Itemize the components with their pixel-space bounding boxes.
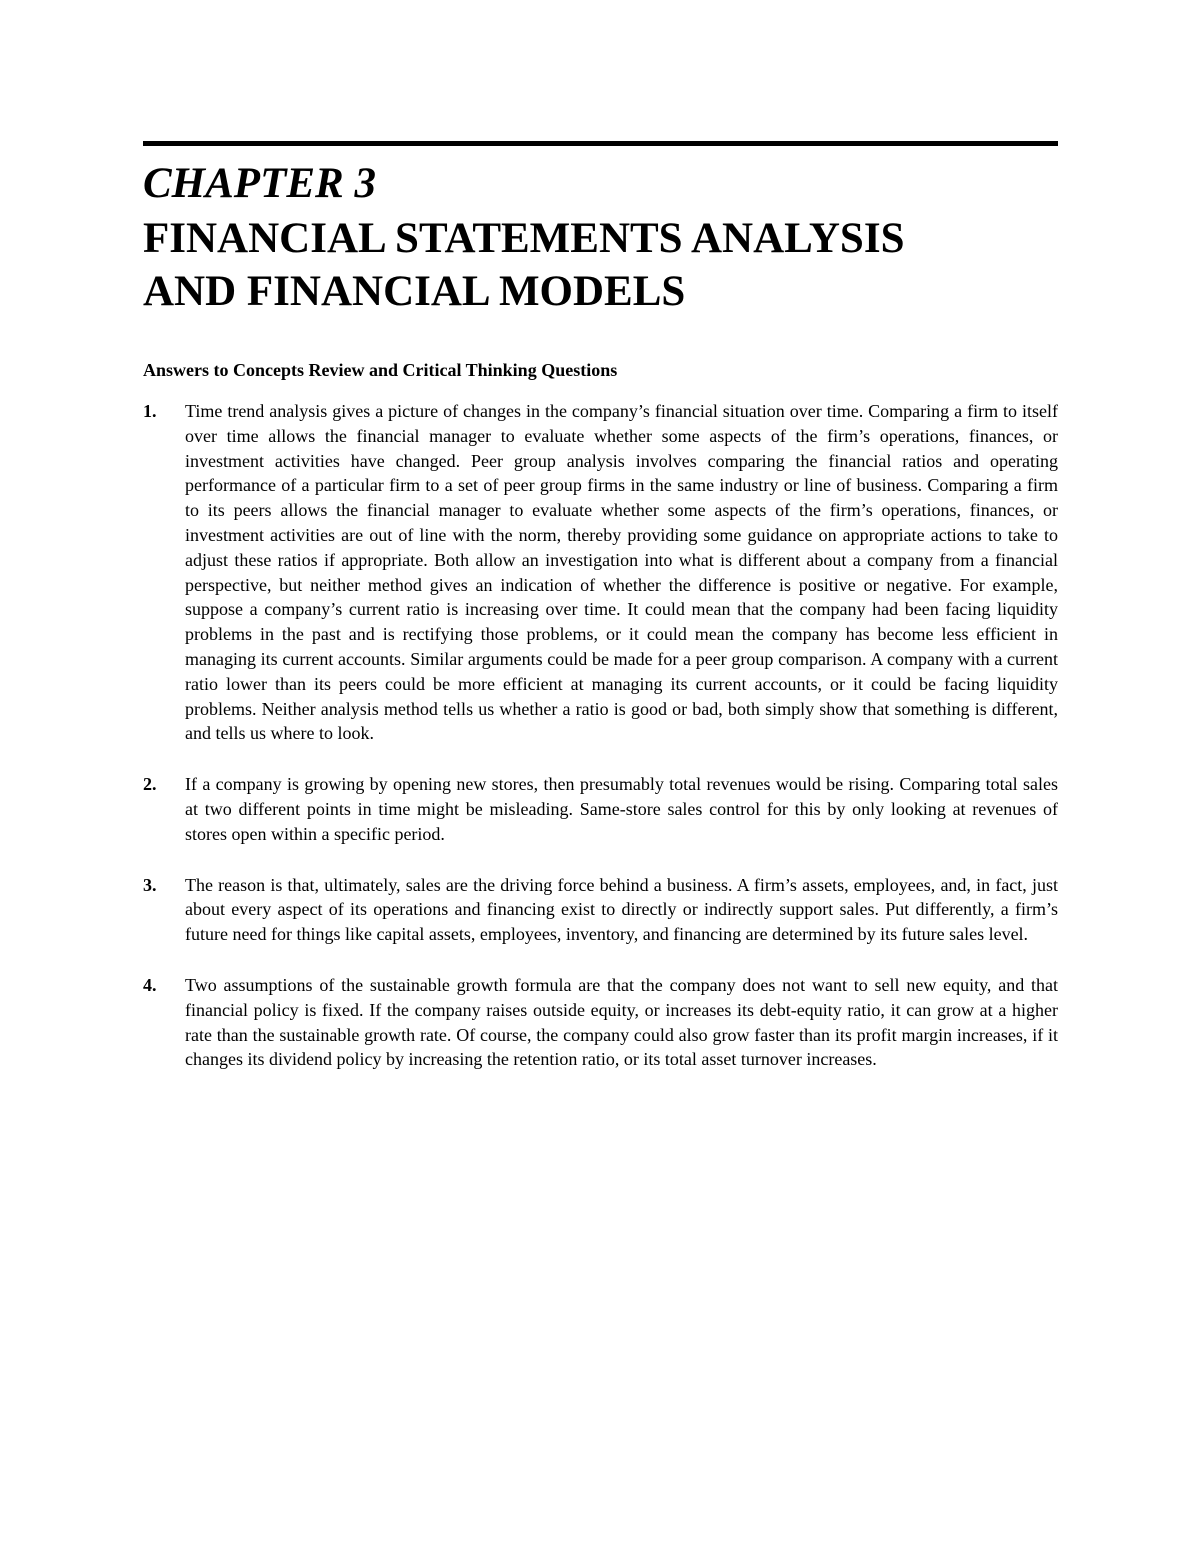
answer-number: 2. xyxy=(143,774,157,795)
answer-text: The reason is that, ultimately, sales are the driving force behind a business. A firm’s assets, employees, and, in fact, just about every aspect of its operations and financing exist to directly or indirectly support sales. Put differently, a firm’s future need for things like capital assets, employees, inventory, and financing are determined by its future sales level. xyxy=(185,874,1058,945)
answer-number: 3. xyxy=(143,874,157,895)
answer-number: 1. xyxy=(143,401,157,421)
answer-item xyxy=(143,973,1058,1072)
document-page xyxy=(143,141,1058,1098)
chapter-label: CHAPTER 3 xyxy=(143,160,376,207)
answer-item xyxy=(143,772,1058,846)
answer-text: Time trend analysis gives a picture of changes in the company’s financial situation over time. Comparing a firm to itself over time allows the financial manager to evaluate whether some aspects of the firm’s operations, finances, or investment activities have changed. Peer group analysis involves comparing the financial ratios and operating performance of a particular firm to a set of peer group firms in the same industry or line of business. Comparing a firm to its peers allows the financial manager to evaluate whether some aspects of the firm’s operations, finances, or investment activities are out of line with the norm, thereby providing some guidance on appropriate actions to take to adjust these ratios if appropriate. Both allow an investigation into what is different about a company from a financial perspective, but neither method gives an indication of whether the difference is positive or negative. For example, suppose a company’s current ratio is increasing over time. It could mean that the company had been facing liquidity problems in the past and is rectifying those problems, or it could mean the company has become less efficient in managing its current accounts. Similar arguments could be made for a peer group comparison. A company with a current ratio lower than its peers could be more efficient at managing its current accounts, or it could be facing liquidity problems. Neither analysis method tells us whether a ratio is good or bad, both simply show that something is different, and tells us where to look. xyxy=(185,401,1058,744)
top-rule xyxy=(143,141,1058,146)
chapter-title-line-1: FINANCIAL STATEMENTS ANALYSIS xyxy=(143,215,905,262)
answer-item xyxy=(143,399,1058,746)
chapter-title xyxy=(143,212,1058,318)
section-heading: Answers to Concepts Review and Critical Thinking Questions xyxy=(143,360,618,380)
answer-text: Two assumptions of the sustainable growth formula are that the company does not want to sell new equity, and that financial policy is fixed. If the company raises outside equity, or increases its debt-equity ratio, it can grow at a higher rate than the sustainable growth rate. Of course, the company could also grow faster than its profit margin increases, if it changes its dividend policy by increasing the retention ratio, or its total asset turnover increases. xyxy=(185,974,1058,1070)
chapter-title-line-2: AND FINANCIAL MODELS xyxy=(143,268,686,315)
answers-list xyxy=(143,399,1058,1072)
answer-text: If a company is growing by opening new stores, then presumably total revenues would be rising. Comparing total sales at two different points in time might be misleading. Same-store sales control for this by only looking at revenues of stores open within a specific period. xyxy=(185,774,1058,844)
answer-item xyxy=(143,873,1058,947)
answer-number: 4. xyxy=(143,974,157,995)
